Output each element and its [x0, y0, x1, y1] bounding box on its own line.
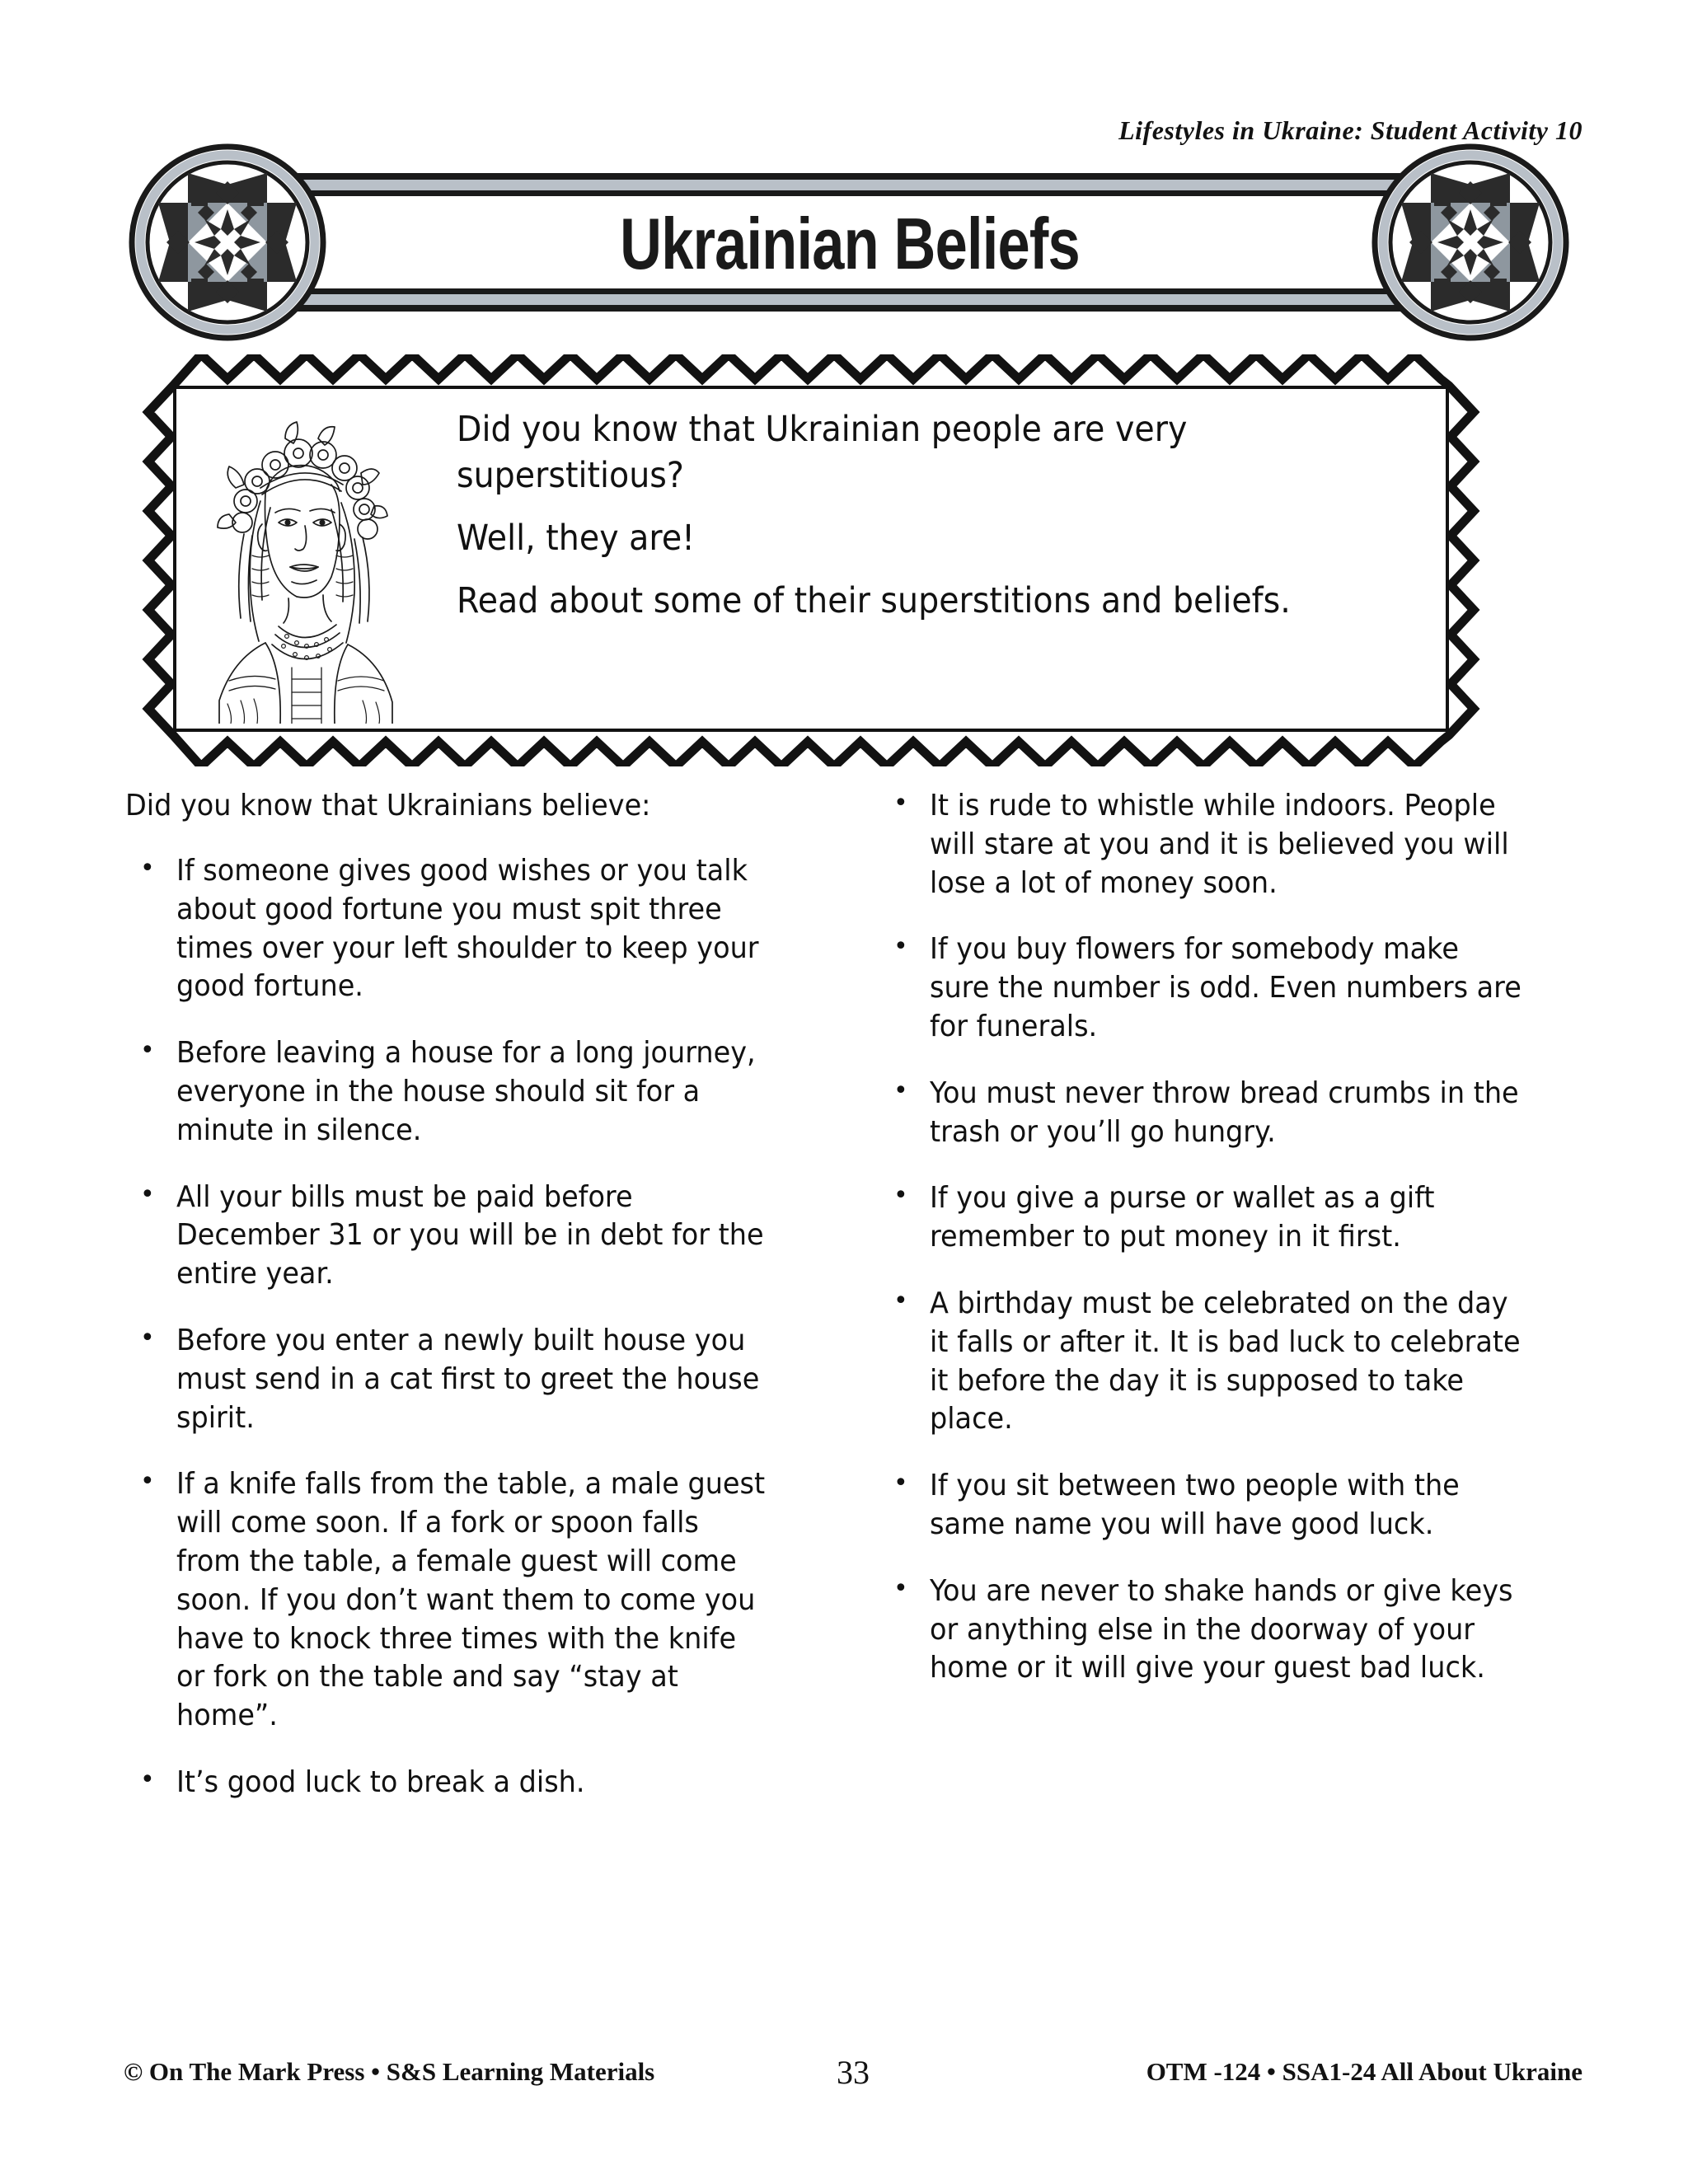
title-banner [124, 138, 1574, 346]
footer-copyright: © On The Mark Press • S&S Learning Materials [124, 2057, 655, 2086]
callout-line-1: Did you know that Ukrainian people are very superstitious? [457, 409, 1188, 496]
list-item [125, 1179, 809, 1294]
callout-inner-frame [173, 386, 1449, 732]
ukrainian-star-medallion-icon-right [1367, 138, 1574, 346]
list-item-text: • Before leaving a house for a long journey, everyone in the house should sit for a minute in silence. [176, 1036, 756, 1147]
lead-in-text: Did you know that Ukrainians believe: [125, 789, 651, 823]
list-item-text: • You are never to shake hands or give keys or anything else in the doorway of your home or it will give your guest bad luck. [930, 1573, 1513, 1685]
list-item [884, 1467, 1568, 1544]
running-head: Lifestyles in Ukraine: Student Activity 10 [1118, 115, 1582, 145]
list-item [884, 1075, 1568, 1152]
list-item-text: • Before you enter a newly built house you must send in a cat first to greet the house spirit. [176, 1323, 760, 1435]
callout-line-2: Well, they are! [457, 517, 696, 559]
list-item [884, 1572, 1568, 1688]
callout-line-3: Read about some of their superstitions and beliefs. [457, 579, 1291, 621]
list-item-text: • If you buy flowers for somebody make sure the number is odd. Even numbers are for funerals. [930, 932, 1522, 1043]
callout-text [457, 407, 1343, 625]
list-item [884, 930, 1568, 1046]
intro-callout-box [122, 354, 1500, 766]
ukrainian-star-medallion-icon [124, 138, 331, 346]
title-rule-top-dark-2 [285, 190, 1414, 196]
list-item [884, 1179, 1568, 1257]
title-rule-bottom-dark [285, 288, 1414, 294]
page-footer [124, 2052, 1582, 2092]
beliefs-list-left [125, 852, 809, 1802]
title-rule-top-gray [285, 180, 1414, 190]
list-item [884, 1285, 1568, 1439]
title-ribbon [285, 173, 1414, 312]
list-item-text: • If you give a purse or wallet as a gift remember to put money in it first. [930, 1181, 1435, 1254]
list-item [125, 852, 809, 1006]
page-number: 33 [837, 2053, 870, 2091]
list-item [125, 1465, 809, 1736]
list-item-text: • A birthday must be celebrated on the day it falls or after it. It is bad luck to celebrate it before the day it is supposed to take place. [930, 1286, 1521, 1436]
list-item-text: • It is rude to whistle while indoors. People will stare at you and it is believed you will lose a lot of money soon. [930, 789, 1509, 900]
list-item-text: • If a knife falls from the table, a male guest will come soon. If a fork or spoon falls from the table, a female guest will come soon. If you don’t want them to come you have to knock three times with the knife or fork on the table and say “stay at home”. [176, 1467, 766, 1733]
beliefs-list-right [884, 787, 1568, 1688]
right-column [884, 787, 1568, 1830]
left-column [125, 787, 809, 1830]
list-item-text: • You must never throw bread crumbs in the trash or you’ll go hungry. [930, 1076, 1519, 1149]
list-item-text: • It’s good luck to break a dish. [176, 1765, 585, 1799]
list-item [125, 1322, 809, 1437]
page-title: Ukrainian Beliefs [620, 203, 1080, 284]
list-item [125, 1034, 809, 1150]
list-item-text: • All your bills must be paid before December 31 or you will be in debt for the entire year. [176, 1179, 764, 1291]
title-rule-top-dark [285, 173, 1414, 180]
list-item-text: • If someone gives good wishes or you talk about good fortune you must spit three times over your left shoulder to keep your good fortune. [176, 854, 759, 1004]
content-columns [125, 787, 1568, 1830]
title-rule-bottom-dark-2 [285, 305, 1414, 312]
list-item [884, 787, 1568, 902]
ukrainian-girl-illustration [199, 402, 397, 724]
list-item-text: • If you sit between two people with the same name you will have good luck. [930, 1469, 1460, 1541]
footer-product-code: OTM -124 • SSA1-24 All About Ukraine [1146, 2057, 1582, 2086]
title-rule-bottom-gray [285, 294, 1414, 305]
list-item [125, 1764, 809, 1802]
